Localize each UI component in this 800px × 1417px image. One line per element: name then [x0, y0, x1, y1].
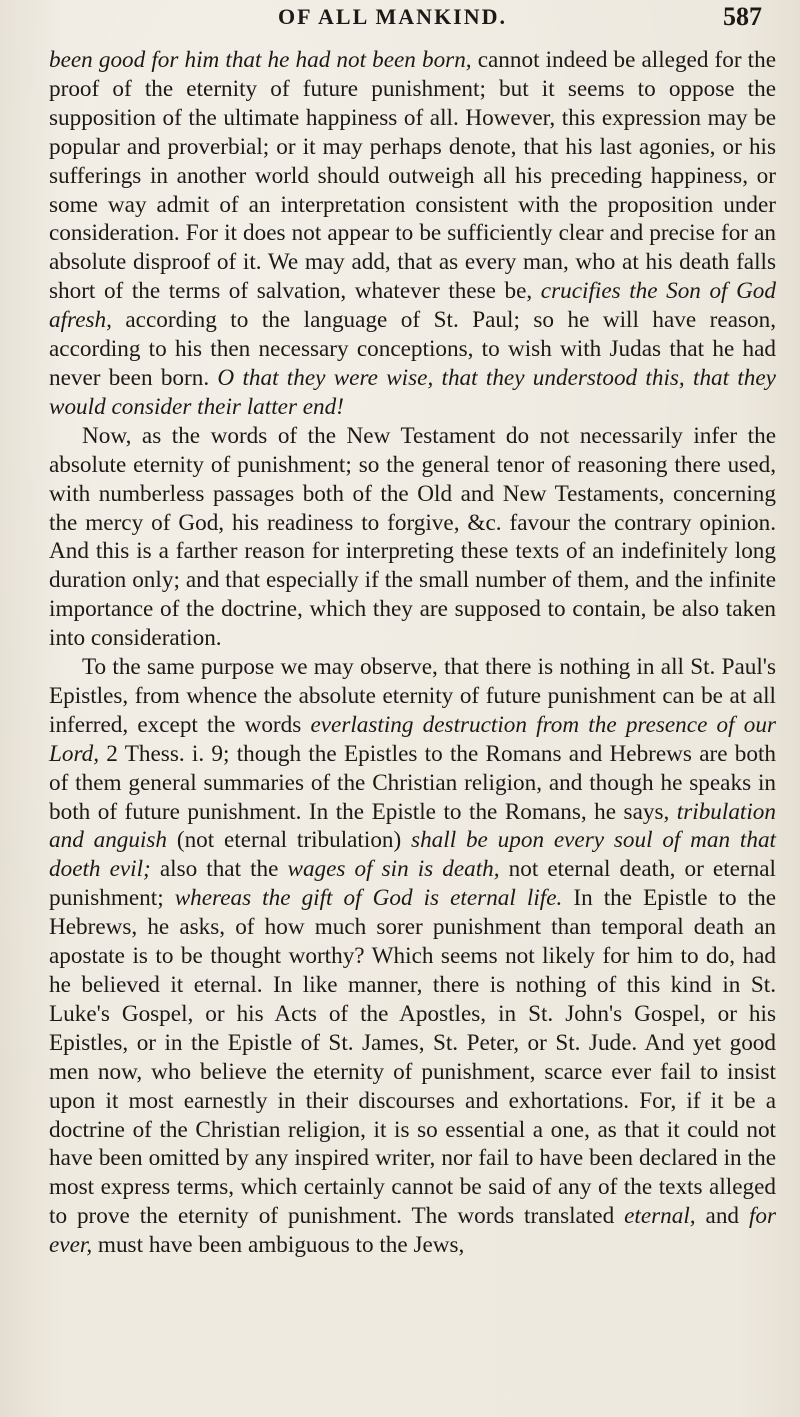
italic-text-run: tribulation and anguish	[49, 798, 776, 854]
text-run: must have been ambiguous to the Jews,	[92, 1232, 465, 1259]
text-run: cannot indeed be alleged for the proof of the eternity of future punishment; but it seems to oppose the supposition of the ultimate happiness of all. However, this expression may be popular and proverbial; or it may perhaps denote, that his last agonies, or his sufferings in another world should outweigh all his preceding happiness, or some way admit of an interpretation consistent with the proposition under consideration. For it does not appear to be sufficiently clear and precise for an absolute disproof of it. We may add, that as every man, who at his death falls short of the terms of salvation, whatever these be,	[49, 47, 777, 305]
page-number: 587	[723, 2, 762, 31]
text-run: In the Epistle to the Hebrews, he asks, of how much sorer punishment than temporal death an apostate is to be thought worthy? Which seems not likely for him to do, had he believed it eternal. In like manner, there is nothing of this kind in St. Luke's Gospel, or his Acts of the Apostles, in St. John's Gospel, or his Epistles, or in the Epistle of St. James, St. Peter, or St. Jude. And yet good men now, who believe the eternity of punishment, scarce ever fail to insist upon it most earnestly in their discourses and exhortations. For, if it be a doctrine of the Christian religion, it is so essential a one, as that it could not have been omitted by any inspired writer, nor fail to have been declared in the most express terms, which certainly cannot be said of any of the texts alleged to prove the eternity of punishment. The words translated	[49, 885, 776, 1230]
italic-text-run: crucifies the Son of God afresh,	[49, 278, 776, 334]
text-run: also that the	[150, 856, 288, 883]
running-head	[49, 0, 776, 46]
italic-text-run: been good for him that he had not been born,	[49, 47, 472, 73]
paragraph	[49, 422, 776, 653]
paragraph	[49, 653, 776, 1260]
text-run: Now, as the words of the New Testament do not necessarily infer the absolute eternity of punishment; so the general tenor of reasoning there used, with numberless passages both of the Old and New Testaments, concerning the mercy of God, his readiness to forgive, &c. favour the contrary opinion. And this is a farther reason for interpreting these texts of an indefinitely long duration only; and that especially if the small number of them, and the infinite importance of the doctrine, which they are supposed to contain, be also taken into consideration.	[49, 422, 776, 652]
italic-text-run: eternal,	[624, 1203, 696, 1230]
text-run: (not eternal tribulation)	[167, 827, 412, 854]
body-text	[49, 46, 776, 1260]
paragraph	[49, 46, 776, 422]
text-run: and	[695, 1203, 749, 1230]
text-run: according to the language of St. Paul; so he will have reason, according to his then necessary conceptions, to wish with Judas that he had never been born.	[49, 307, 776, 391]
text-run: To the same purpose we may observe, that there is nothing in all St. Paul's Epistles, from whence the absolute eternity of future punishment can be at all inferred, except the words	[49, 654, 776, 738]
italic-text-run: everlasting destruction from the presence of our Lord,	[49, 711, 776, 767]
running-title: OF ALL MANKIND.	[277, 4, 508, 29]
italic-text-run: whereas the gift of God is eternal life.	[174, 885, 563, 912]
italic-text-run: for ever,	[49, 1203, 776, 1259]
italic-text-run: shall be upon every soul of man that doeth evil;	[49, 827, 776, 883]
italic-text-run: wages of sin is death,	[287, 856, 500, 883]
text-run: 2 Thess. i. 9; though the Epistles to the Romans and Hebrews are both of them general summaries of the Christian religion, and though he speaks in both of future punishment. In the Epistle to the Romans, he says,	[49, 740, 776, 825]
italic-text-run: O that they were wise, that they understood this, that they would consider their latter end!	[49, 364, 776, 420]
text-run: not eternal death, or eternal punishment;	[49, 856, 776, 912]
